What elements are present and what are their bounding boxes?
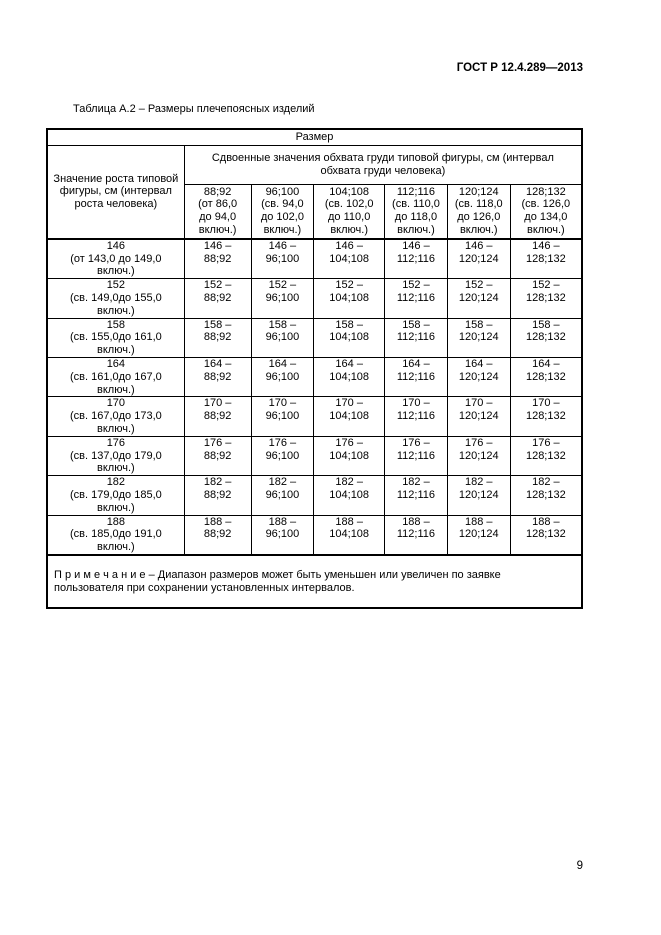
height-cell: 176 (св. 137,0до 179,0 включ.) (47, 436, 184, 475)
size-cell: 164 – 112;116 (385, 357, 448, 396)
document-id: ГОСТ Р 12.4.289—2013 (456, 62, 583, 74)
girth-header: Сдвоенные значения обхвата груди типовой фигуры, см (интервал обхвата груди человека) (184, 146, 582, 185)
girth-category-header: 88;92 (от 86,0 до 94,0 включ.) (184, 184, 251, 239)
height-cell: 188 (св. 185,0до 191,0 включ.) (47, 515, 184, 555)
height-cell: 164 (св. 161,0до 167,0 включ.) (47, 357, 184, 396)
size-cell: 182 – 112;116 (385, 476, 448, 515)
size-cell: 176 – 128;132 (510, 436, 582, 475)
size-cell: 146 – 112;116 (385, 239, 448, 279)
size-cell: 164 – 88;92 (184, 357, 251, 396)
size-cell: 152 – 112;116 (385, 279, 448, 318)
table-row (47, 515, 582, 555)
size-cell: 176 – 104;108 (314, 436, 385, 475)
size-cell: 170 – 128;132 (510, 397, 582, 436)
size-cell: 176 – 120;124 (447, 436, 510, 475)
size-cell: 158 – 88;92 (184, 318, 251, 357)
size-cell: 152 – 88;92 (184, 279, 251, 318)
size-cell: 176 – 96;100 (251, 436, 314, 475)
table-row (47, 476, 582, 515)
size-cell: 152 – 128;132 (510, 279, 582, 318)
size-cell: 152 – 96;100 (251, 279, 314, 318)
size-cell: 146 – 120;124 (447, 239, 510, 279)
size-cell: 182 – 88;92 (184, 476, 251, 515)
size-cell: 152 – 104;108 (314, 279, 385, 318)
girth-category-header: 104;108 (св. 102,0 до 110,0 включ.) (314, 184, 385, 239)
size-cell: 182 – 104;108 (314, 476, 385, 515)
size-cell: 176 – 88;92 (184, 436, 251, 475)
size-cell: 164 – 120;124 (447, 357, 510, 396)
girth-category-header: 120;124 (св. 118,0 до 126,0 включ.) (447, 184, 510, 239)
table-row (47, 357, 582, 396)
size-cell: 188 – 88;92 (184, 515, 251, 555)
size-cell: 182 – 128;132 (510, 476, 582, 515)
table-note: П р и м е ч а н и е – Диапазон размеров может быть уменьшен или увеличен по заявке пользователя при сохранении установленных интервалов. (47, 555, 582, 608)
size-cell: 146 – 128;132 (510, 239, 582, 279)
size-cell: 182 – 120;124 (447, 476, 510, 515)
table-row (47, 436, 582, 475)
size-cell: 158 – 128;132 (510, 318, 582, 357)
sizes-table (46, 128, 583, 609)
size-cell: 158 – 104;108 (314, 318, 385, 357)
size-cell: 170 – 112;116 (385, 397, 448, 436)
table-caption: Таблица А.2 – Размеры плечепоясных изделий (73, 103, 315, 115)
size-cell: 158 – 120;124 (447, 318, 510, 357)
size-header: Размер (47, 129, 582, 146)
size-cell: 164 – 96;100 (251, 357, 314, 396)
size-cell: 146 – 88;92 (184, 239, 251, 279)
size-cell: 170 – 120;124 (447, 397, 510, 436)
height-cell: 152 (св. 149,0до 155,0 включ.) (47, 279, 184, 318)
height-cell: 146 (от 143,0 до 149,0 включ.) (47, 239, 184, 279)
size-cell: 182 – 96;100 (251, 476, 314, 515)
girth-category-header: 96;100 (св. 94,0 до 102,0 включ.) (251, 184, 314, 239)
size-cell: 164 – 128;132 (510, 357, 582, 396)
size-cell: 188 – 104;108 (314, 515, 385, 555)
table-row (47, 397, 582, 436)
size-cell: 176 – 112;116 (385, 436, 448, 475)
size-cell: 188 – 120;124 (447, 515, 510, 555)
height-cell: 182 (св. 179,0до 185,0 включ.) (47, 476, 184, 515)
size-cell: 164 – 104;108 (314, 357, 385, 396)
table-row (47, 279, 582, 318)
height-cell: 158 (св. 155,0до 161,0 включ.) (47, 318, 184, 357)
girth-category-header: 112;116 (св. 110,0 до 118,0 включ.) (385, 184, 448, 239)
table-row (47, 318, 582, 357)
size-cell: 170 – 88;92 (184, 397, 251, 436)
size-cell: 170 – 96;100 (251, 397, 314, 436)
size-cell: 158 – 96;100 (251, 318, 314, 357)
height-column-header: Значение роста типовой фигуры, см (интервал роста человека) (47, 146, 184, 239)
girth-category-header: 128;132 (св. 126,0 до 134,0 включ.) (510, 184, 582, 239)
page-number: 9 (576, 860, 583, 872)
size-cell: 188 – 112;116 (385, 515, 448, 555)
height-cell: 170 (св. 167,0до 173,0 включ.) (47, 397, 184, 436)
size-cell: 146 – 96;100 (251, 239, 314, 279)
table-row (47, 239, 582, 279)
size-cell: 158 – 112;116 (385, 318, 448, 357)
size-cell: 152 – 120;124 (447, 279, 510, 318)
size-cell: 188 – 96;100 (251, 515, 314, 555)
size-cell: 170 – 104;108 (314, 397, 385, 436)
size-cell: 146 – 104;108 (314, 239, 385, 279)
size-cell: 188 – 128;132 (510, 515, 582, 555)
